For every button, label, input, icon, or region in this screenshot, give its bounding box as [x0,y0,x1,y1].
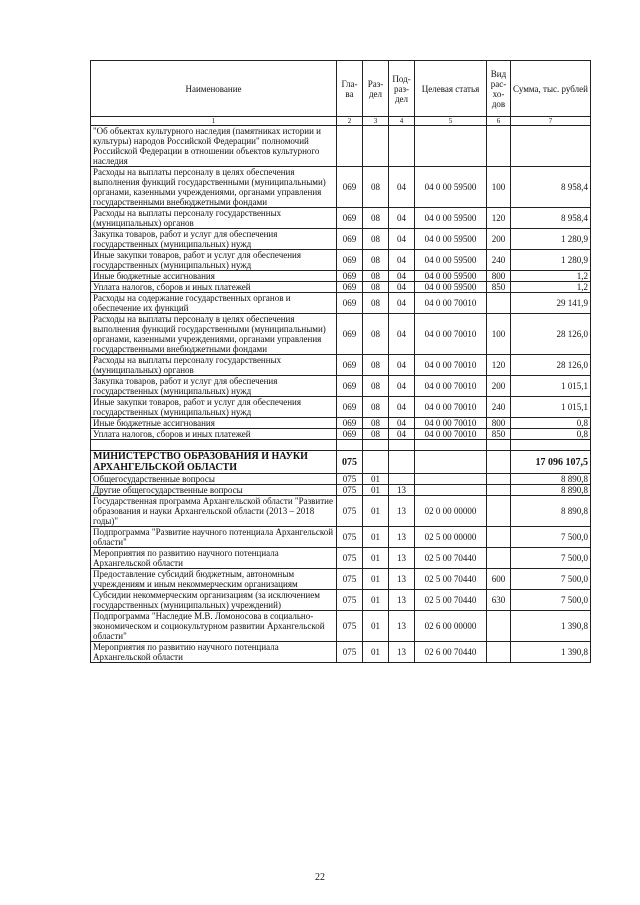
row-sum: 0,8 [511,418,591,429]
row-vid [487,548,511,569]
row-glava: 075 [337,474,363,485]
row-glava: 075 [337,485,363,496]
row-razdel: 08 [363,397,389,418]
table-body-ministry [91,440,591,474]
row-name: "Об объектах культурного наследия (памятниках истории и культуры) народов Российской Федерации" полномочий Российской Федерации в отношении объектов культурного наследия [91,126,337,167]
column-number: 1 [91,117,337,126]
table-body-top [91,126,591,440]
row-sum: 1 015,1 [511,397,591,418]
table-row [91,167,591,208]
row-target: 04 0 00 59500 [415,282,487,293]
row-razdel: 01 [363,642,389,663]
page-number: 22 [315,872,325,883]
row-podrazdel: 04 [389,250,415,271]
row-razdel: 08 [363,314,389,355]
row-sum: 1 015,1 [511,376,591,397]
table-row [91,376,591,397]
row-podrazdel: 13 [389,569,415,590]
column-number: 5 [415,117,487,126]
row-name: Иные закупки товаров, работ и услуг для обеспечения государственных (муниципальных) нужд [91,250,337,271]
row-target: 04 0 00 59500 [415,250,487,271]
budget-table [90,60,591,663]
row-name: Закупка товаров, работ и услуг для обеспечения государственных (муниципальных) нужд [91,376,337,397]
row-razdel: 08 [363,429,389,440]
row-name: Закупка товаров, работ и услуг для обеспечения государственных (муниципальных) нужд [91,229,337,250]
row-podrazdel: 04 [389,271,415,282]
row-target: 02 5 00 70440 [415,548,487,569]
column-number: 4 [389,117,415,126]
row-vid: 600 [487,569,511,590]
row-razdel: 08 [363,229,389,250]
table-row [91,474,591,485]
row-podrazdel: 04 [389,429,415,440]
row-podrazdel: 04 [389,376,415,397]
row-glava: 069 [337,229,363,250]
row-razdel: 08 [363,167,389,208]
row-target: 02 5 00 70440 [415,590,487,611]
row-vid [487,474,511,485]
row-name: Расходы на выплаты персоналу в целях обеспечения выполнения функций государственными (муниципальными) органами, казенными учреждениями, органами управления государственными внебюджетными фондами [91,314,337,355]
row-sum: 1,2 [511,282,591,293]
table-row [91,611,591,642]
table-row [91,569,591,590]
row-name: Другие общегосударственные вопросы [91,485,337,496]
row-glava: 075 [337,642,363,663]
row-podrazdel: 04 [389,229,415,250]
table-row [91,282,591,293]
row-razdel: 01 [363,527,389,548]
row-target: 04 0 00 59500 [415,229,487,250]
row-vid [487,293,511,314]
table-row [91,229,591,250]
row-name: Общегосударственные вопросы [91,474,337,485]
row-vid: 240 [487,250,511,271]
row-target [415,474,487,485]
header-name: Наименование [91,61,337,117]
header-razdel: Раз-дел [363,61,389,117]
row-vid [487,642,511,663]
row-razdel: 08 [363,282,389,293]
row-name: Расходы на выплаты персоналу в целях обеспечения выполнения функций государственными (муниципальными) органами, казенными учреждениями, органами управления государственными внебюджетными фондами [91,167,337,208]
row-name: Государственная программа Архангельской области "Развитие образования и науки Архангельской области (2013 – 2018 годы)" [91,496,337,527]
row-podrazdel: 13 [389,642,415,663]
row-glava: 069 [337,314,363,355]
row-razdel: 01 [363,496,389,527]
row-vid [487,126,511,167]
row-podrazdel: 04 [389,167,415,208]
row-glava: 069 [337,250,363,271]
table-row [91,355,591,376]
row-target: 04 0 00 70010 [415,314,487,355]
row-glava: 069 [337,355,363,376]
row-target: 04 0 00 70010 [415,355,487,376]
row-vid [487,611,511,642]
table-row [91,496,591,527]
row-glava: 075 [337,569,363,590]
row-target [415,126,487,167]
row-glava [337,126,363,167]
column-number: 2 [337,117,363,126]
row-vid: 800 [487,418,511,429]
row-vid: 120 [487,208,511,229]
table-row [91,527,591,548]
row-vid: 850 [487,429,511,440]
row-podrazdel: 04 [389,397,415,418]
row-target: 02 6 00 70440 [415,642,487,663]
table-row [91,271,591,282]
row-podrazdel: 04 [389,282,415,293]
row-vid: 200 [487,376,511,397]
row-razdel: 08 [363,250,389,271]
table-row [91,485,591,496]
header-row [91,61,591,117]
row-sum: 28 126,0 [511,355,591,376]
row-vid [487,527,511,548]
row-razdel: 01 [363,548,389,569]
row-target: 04 0 00 70010 [415,376,487,397]
row-vid: 100 [487,314,511,355]
row-vid: 240 [487,397,511,418]
row-glava: 075 [337,548,363,569]
row-target: 04 0 00 59500 [415,167,487,208]
row-name: Предоставление субсидий бюджетным, автономным учреждениям и иным некоммерческим организациям [91,569,337,590]
row-razdel: 08 [363,293,389,314]
row-sum: 8 890,8 [511,485,591,496]
header-sum: Сумма, тыс. рублей [511,61,591,117]
row-name: Подпрограмма "Наследие М.В. Ломоносова в социально-экономическом и социокультурном развитии Архангельской области" [91,611,337,642]
row-razdel: 08 [363,271,389,282]
spacer-row [91,440,591,451]
row-razdel: 08 [363,418,389,429]
row-vid: 100 [487,167,511,208]
row-podrazdel: 04 [389,293,415,314]
row-sum: 29 141,9 [511,293,591,314]
row-name: Иные закупки товаров, работ и услуг для обеспечения государственных (муниципальных) нужд [91,397,337,418]
row-glava: 069 [337,167,363,208]
header-vid: Вид рас-хо-дов [487,61,511,117]
row-vid: 200 [487,229,511,250]
row-target [415,485,487,496]
row-podrazdel: 13 [389,496,415,527]
row-name: Уплата налогов, сборов и иных платежей [91,282,337,293]
row-sum: 28 126,0 [511,314,591,355]
row-podrazdel: 13 [389,611,415,642]
row-podrazdel [389,126,415,167]
row-glava: 069 [337,429,363,440]
row-razdel: 01 [363,611,389,642]
row-sum: 7 500,0 [511,569,591,590]
row-podrazdel: 04 [389,355,415,376]
column-number: 6 [487,117,511,126]
row-name: Расходы на содержание государственных органов и обеспечение их функций [91,293,337,314]
row-target: 04 0 00 59500 [415,208,487,229]
row-podrazdel: 13 [389,485,415,496]
row-name: Иные бюджетные ассигнования [91,418,337,429]
row-sum: 8 890,8 [511,474,591,485]
row-sum: 1 390,8 [511,642,591,663]
header-target: Целевая статья [415,61,487,117]
row-sum: 1 390,8 [511,611,591,642]
row-sum: 7 500,0 [511,527,591,548]
row-target: 02 5 00 00000 [415,527,487,548]
table-body-bottom [91,474,591,663]
row-glava: 069 [337,282,363,293]
table-row [91,126,591,167]
row-razdel: 08 [363,376,389,397]
row-podrazdel: 13 [389,548,415,569]
row-razdel: 01 [363,590,389,611]
table-row [91,418,591,429]
row-vid: 120 [487,355,511,376]
row-name: Подпрограмма "Развитие научного потенциала Архангельской области" [91,527,337,548]
row-vid [487,485,511,496]
row-glava: 069 [337,397,363,418]
row-vid: 850 [487,282,511,293]
row-podrazdel [389,474,415,485]
row-target: 04 0 00 70010 [415,293,487,314]
row-target: 02 0 00 00000 [415,496,487,527]
table-row [91,642,591,663]
row-name: Расходы на выплаты персоналу государственных (муниципальных) органов [91,355,337,376]
row-podrazdel: 04 [389,418,415,429]
row-glava: 069 [337,271,363,282]
row-glava: 069 [337,418,363,429]
row-razdel: 01 [363,474,389,485]
ministry-name: МИНИСТЕРСТВО ОБРАЗОВАНИЯ И НАУКИ АРХАНГЕЛЬСКОЙ ОБЛАСТИ [91,451,337,474]
row-target: 04 0 00 70010 [415,429,487,440]
row-name: Уплата налогов, сборов и иных платежей [91,429,337,440]
table-row [91,314,591,355]
row-target: 02 5 00 70440 [415,569,487,590]
row-sum: 1 280,9 [511,229,591,250]
row-sum: 8 890,8 [511,496,591,527]
row-razdel [363,126,389,167]
row-glava: 075 [337,527,363,548]
ministry-sum: 17 096 107,5 [511,451,591,474]
row-vid: 800 [487,271,511,282]
row-name: Мероприятия по развитию научного потенциала Архангельской области [91,642,337,663]
column-number: 7 [511,117,591,126]
table-row [91,397,591,418]
row-target: 04 0 00 70010 [415,418,487,429]
table-row [91,208,591,229]
row-vid: 630 [487,590,511,611]
ministry-row [91,451,591,474]
row-podrazdel: 04 [389,314,415,355]
row-glava: 075 [337,496,363,527]
row-sum: 0,8 [511,429,591,440]
table-row [91,548,591,569]
row-vid [487,496,511,527]
row-podrazdel: 04 [389,208,415,229]
row-name: Мероприятия по развитию научного потенциала Архангельской области [91,548,337,569]
table-row [91,590,591,611]
row-sum [511,126,591,167]
row-razdel: 08 [363,208,389,229]
table-row [91,250,591,271]
row-glava: 069 [337,293,363,314]
table-row [91,293,591,314]
row-sum: 7 500,0 [511,590,591,611]
row-razdel: 01 [363,485,389,496]
row-podrazdel: 13 [389,590,415,611]
row-glava: 069 [337,376,363,397]
row-name: Иные бюджетные ассигнования [91,271,337,282]
row-name: Расходы на выплаты персоналу государственных (муниципальных) органов [91,208,337,229]
row-sum: 8 958,4 [511,208,591,229]
row-name: Субсидии некоммерческим организациям (за исключением государственных (муниципальных) учреждений) [91,590,337,611]
row-glava: 069 [337,208,363,229]
ministry-glava: 075 [337,451,363,474]
row-razdel: 08 [363,355,389,376]
row-target: 02 6 00 00000 [415,611,487,642]
row-sum: 7 500,0 [511,548,591,569]
row-target: 04 0 00 59500 [415,271,487,282]
row-target: 04 0 00 70010 [415,397,487,418]
header-podrazdel: Под-раз-дел [389,61,415,117]
row-sum: 1 280,9 [511,250,591,271]
row-podrazdel: 13 [389,527,415,548]
row-glava: 075 [337,590,363,611]
row-razdel: 01 [363,569,389,590]
column-number-row [91,117,591,126]
table-row [91,429,591,440]
row-sum: 1,2 [511,271,591,282]
row-glava: 075 [337,611,363,642]
row-sum: 8 958,4 [511,167,591,208]
header-glava: Гла-ва [337,61,363,117]
column-number: 3 [363,117,389,126]
